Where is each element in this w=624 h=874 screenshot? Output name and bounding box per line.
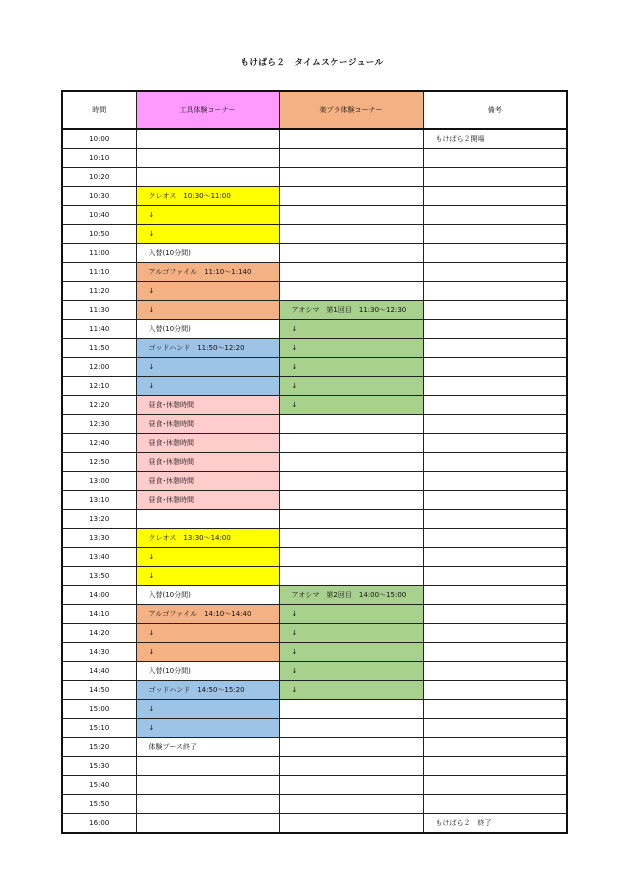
tool-cell: ↓	[136, 301, 279, 320]
time-cell: 13:10	[62, 491, 136, 510]
tool-cell: 入替(10分間)	[136, 320, 279, 339]
tool-cell: ↓	[136, 567, 279, 586]
pla-cell	[279, 149, 423, 168]
tool-cell: クレオス 10:30〜11:00	[136, 187, 279, 206]
time-cell: 12:00	[62, 358, 136, 377]
pla-cell: アオシマ 第1回目 11:30〜12:30	[279, 301, 423, 320]
note-cell	[423, 510, 567, 529]
note-cell	[423, 491, 567, 510]
note-cell	[423, 396, 567, 415]
pla-cell: ↓	[279, 320, 423, 339]
table-row	[62, 529, 567, 548]
note-cell	[423, 719, 567, 738]
tool-cell: ゴッドハンド 14:50〜15:20	[136, 681, 279, 700]
table-row	[62, 434, 567, 453]
time-cell: 13:00	[62, 472, 136, 491]
time-cell: 10:50	[62, 225, 136, 244]
time-cell: 12:30	[62, 415, 136, 434]
note-cell	[423, 662, 567, 681]
note-cell	[423, 206, 567, 225]
table-row	[62, 700, 567, 719]
table-row	[62, 453, 567, 472]
time-cell: 15:30	[62, 757, 136, 776]
tool-cell: ↓	[136, 624, 279, 643]
pla-cell	[279, 168, 423, 187]
pla-cell	[279, 129, 423, 149]
table-row	[62, 548, 567, 567]
tool-cell: クレオス 13:30〜14:00	[136, 529, 279, 548]
pla-cell	[279, 776, 423, 795]
table-row	[62, 358, 567, 377]
note-cell: もけぱら２ 終了	[423, 814, 567, 834]
pla-cell	[279, 795, 423, 814]
note-cell	[423, 567, 567, 586]
tool-cell: ↓	[136, 282, 279, 301]
page-title: もけぱら２ タイムスケージュール	[240, 58, 384, 68]
table-row	[62, 719, 567, 738]
table-row	[62, 757, 567, 776]
tool-cell	[136, 757, 279, 776]
note-cell	[423, 225, 567, 244]
pla-cell	[279, 282, 423, 301]
table-row	[62, 415, 567, 434]
pla-cell: ↓	[279, 339, 423, 358]
pla-cell	[279, 415, 423, 434]
pla-cell	[279, 757, 423, 776]
tool-cell: 入替(10分間)	[136, 586, 279, 605]
time-cell: 10:10	[62, 149, 136, 168]
time-cell: 15:50	[62, 795, 136, 814]
header-pla-corner: 楽プラ体験コーナー	[279, 91, 423, 129]
note-cell	[423, 776, 567, 795]
tool-cell: ↓	[136, 700, 279, 719]
note-cell	[423, 263, 567, 282]
tool-cell	[136, 814, 279, 834]
time-cell: 11:00	[62, 244, 136, 263]
tool-cell: 昼食･休憩時間	[136, 453, 279, 472]
pla-cell	[279, 472, 423, 491]
pla-cell	[279, 434, 423, 453]
time-cell: 14:10	[62, 605, 136, 624]
pla-cell: ↓	[279, 396, 423, 415]
note-cell	[423, 700, 567, 719]
table-row	[62, 624, 567, 643]
header-tool-corner: 工具体験コーナー	[136, 91, 279, 129]
table-row	[62, 187, 567, 206]
time-cell: 15:20	[62, 738, 136, 757]
time-cell: 10:40	[62, 206, 136, 225]
time-cell: 11:20	[62, 282, 136, 301]
note-cell	[423, 358, 567, 377]
pla-cell	[279, 244, 423, 263]
pla-cell: ↓	[279, 681, 423, 700]
table-row	[62, 643, 567, 662]
note-cell	[423, 149, 567, 168]
tool-cell: ↓	[136, 206, 279, 225]
time-cell: 11:30	[62, 301, 136, 320]
tool-cell: ↓	[136, 548, 279, 567]
pla-cell: ↓	[279, 624, 423, 643]
time-cell: 14:00	[62, 586, 136, 605]
table-row	[62, 605, 567, 624]
tool-cell: 入替(10分間)	[136, 244, 279, 263]
table-row	[62, 129, 567, 149]
time-cell: 15:40	[62, 776, 136, 795]
header-row	[62, 91, 567, 129]
note-cell	[423, 377, 567, 396]
time-cell: 10:20	[62, 168, 136, 187]
table-row	[62, 282, 567, 301]
header-notes: 備考	[423, 91, 567, 129]
table-row	[62, 263, 567, 282]
tool-cell: 昼食･休憩時間	[136, 491, 279, 510]
table-row	[62, 244, 567, 263]
table-row	[62, 339, 567, 358]
schedule-table	[61, 90, 568, 834]
note-cell	[423, 339, 567, 358]
time-cell: 15:10	[62, 719, 136, 738]
tool-cell: 入替(10分間)	[136, 662, 279, 681]
table-row	[62, 776, 567, 795]
time-cell: 12:50	[62, 453, 136, 472]
table-row	[62, 510, 567, 529]
tool-cell: 昼食･休憩時間	[136, 472, 279, 491]
pla-cell: ↓	[279, 605, 423, 624]
table-row	[62, 225, 567, 244]
tool-cell: 昼食･休憩時間	[136, 396, 279, 415]
note-cell	[423, 434, 567, 453]
tool-cell: 昼食･休憩時間	[136, 434, 279, 453]
note-cell	[423, 320, 567, 339]
note-cell	[423, 548, 567, 567]
note-cell	[423, 168, 567, 187]
tool-cell: アルゴファイル 14:10〜14:40	[136, 605, 279, 624]
pla-cell	[279, 738, 423, 757]
table-row	[62, 396, 567, 415]
pla-cell	[279, 700, 423, 719]
pla-cell	[279, 206, 423, 225]
note-cell	[423, 738, 567, 757]
table-row	[62, 168, 567, 187]
header-time: 時間	[62, 91, 136, 129]
pla-cell: アオシマ 第2回目 14:00〜15:00	[279, 586, 423, 605]
table-row	[62, 377, 567, 396]
note-cell	[423, 586, 567, 605]
tool-cell	[136, 776, 279, 795]
time-cell: 12:10	[62, 377, 136, 396]
time-cell: 13:30	[62, 529, 136, 548]
table-row	[62, 149, 567, 168]
table-row	[62, 320, 567, 339]
tool-cell	[136, 129, 279, 149]
table-row	[62, 681, 567, 700]
note-cell	[423, 757, 567, 776]
note-cell	[423, 453, 567, 472]
tool-cell: アルゴファイル 11:10〜1:140	[136, 263, 279, 282]
note-cell	[423, 472, 567, 491]
pla-cell	[279, 529, 423, 548]
table-row	[62, 206, 567, 225]
pla-cell	[279, 225, 423, 244]
note-cell	[423, 681, 567, 700]
tool-cell: 体験ブース終了	[136, 738, 279, 757]
time-cell: 11:50	[62, 339, 136, 358]
table-row	[62, 738, 567, 757]
table-row	[62, 662, 567, 681]
pla-cell: ↓	[279, 662, 423, 681]
table-row	[62, 567, 567, 586]
table-row	[62, 795, 567, 814]
pla-cell	[279, 548, 423, 567]
time-cell: 10:00	[62, 129, 136, 149]
pla-cell	[279, 510, 423, 529]
tool-cell: ↓	[136, 643, 279, 662]
pla-cell	[279, 187, 423, 206]
pla-cell: ↓	[279, 377, 423, 396]
time-cell: 11:10	[62, 263, 136, 282]
note-cell: もけぱら２開場	[423, 129, 567, 149]
pla-cell: ↓	[279, 643, 423, 662]
time-cell: 12:20	[62, 396, 136, 415]
pla-cell	[279, 719, 423, 738]
note-cell	[423, 795, 567, 814]
tool-cell: ↓	[136, 719, 279, 738]
tool-cell: 昼食･休憩時間	[136, 415, 279, 434]
tool-cell	[136, 795, 279, 814]
time-cell: 11:40	[62, 320, 136, 339]
table-row	[62, 814, 567, 834]
tool-cell: ↓	[136, 225, 279, 244]
tool-cell	[136, 510, 279, 529]
time-cell: 13:50	[62, 567, 136, 586]
table-row	[62, 301, 567, 320]
tool-cell: ↓	[136, 377, 279, 396]
time-cell: 12:40	[62, 434, 136, 453]
time-cell: 10:30	[62, 187, 136, 206]
note-cell	[423, 282, 567, 301]
note-cell	[423, 643, 567, 662]
tool-cell: ゴッドハンド 11:50〜12:20	[136, 339, 279, 358]
note-cell	[423, 301, 567, 320]
time-cell: 14:50	[62, 681, 136, 700]
time-cell: 14:20	[62, 624, 136, 643]
tool-cell	[136, 168, 279, 187]
time-cell: 13:40	[62, 548, 136, 567]
note-cell	[423, 244, 567, 263]
tool-cell	[136, 149, 279, 168]
table-row	[62, 472, 567, 491]
time-cell: 14:40	[62, 662, 136, 681]
pla-cell	[279, 814, 423, 834]
table-row	[62, 491, 567, 510]
time-cell: 16:00	[62, 814, 136, 834]
pla-cell	[279, 263, 423, 282]
time-cell: 15:00	[62, 700, 136, 719]
note-cell	[423, 624, 567, 643]
pla-cell	[279, 453, 423, 472]
note-cell	[423, 415, 567, 434]
pla-cell: ↓	[279, 358, 423, 377]
note-cell	[423, 529, 567, 548]
table-row	[62, 586, 567, 605]
pla-cell	[279, 567, 423, 586]
note-cell	[423, 187, 567, 206]
time-cell: 14:30	[62, 643, 136, 662]
note-cell	[423, 605, 567, 624]
pla-cell	[279, 491, 423, 510]
tool-cell: ↓	[136, 358, 279, 377]
time-cell: 13:20	[62, 510, 136, 529]
